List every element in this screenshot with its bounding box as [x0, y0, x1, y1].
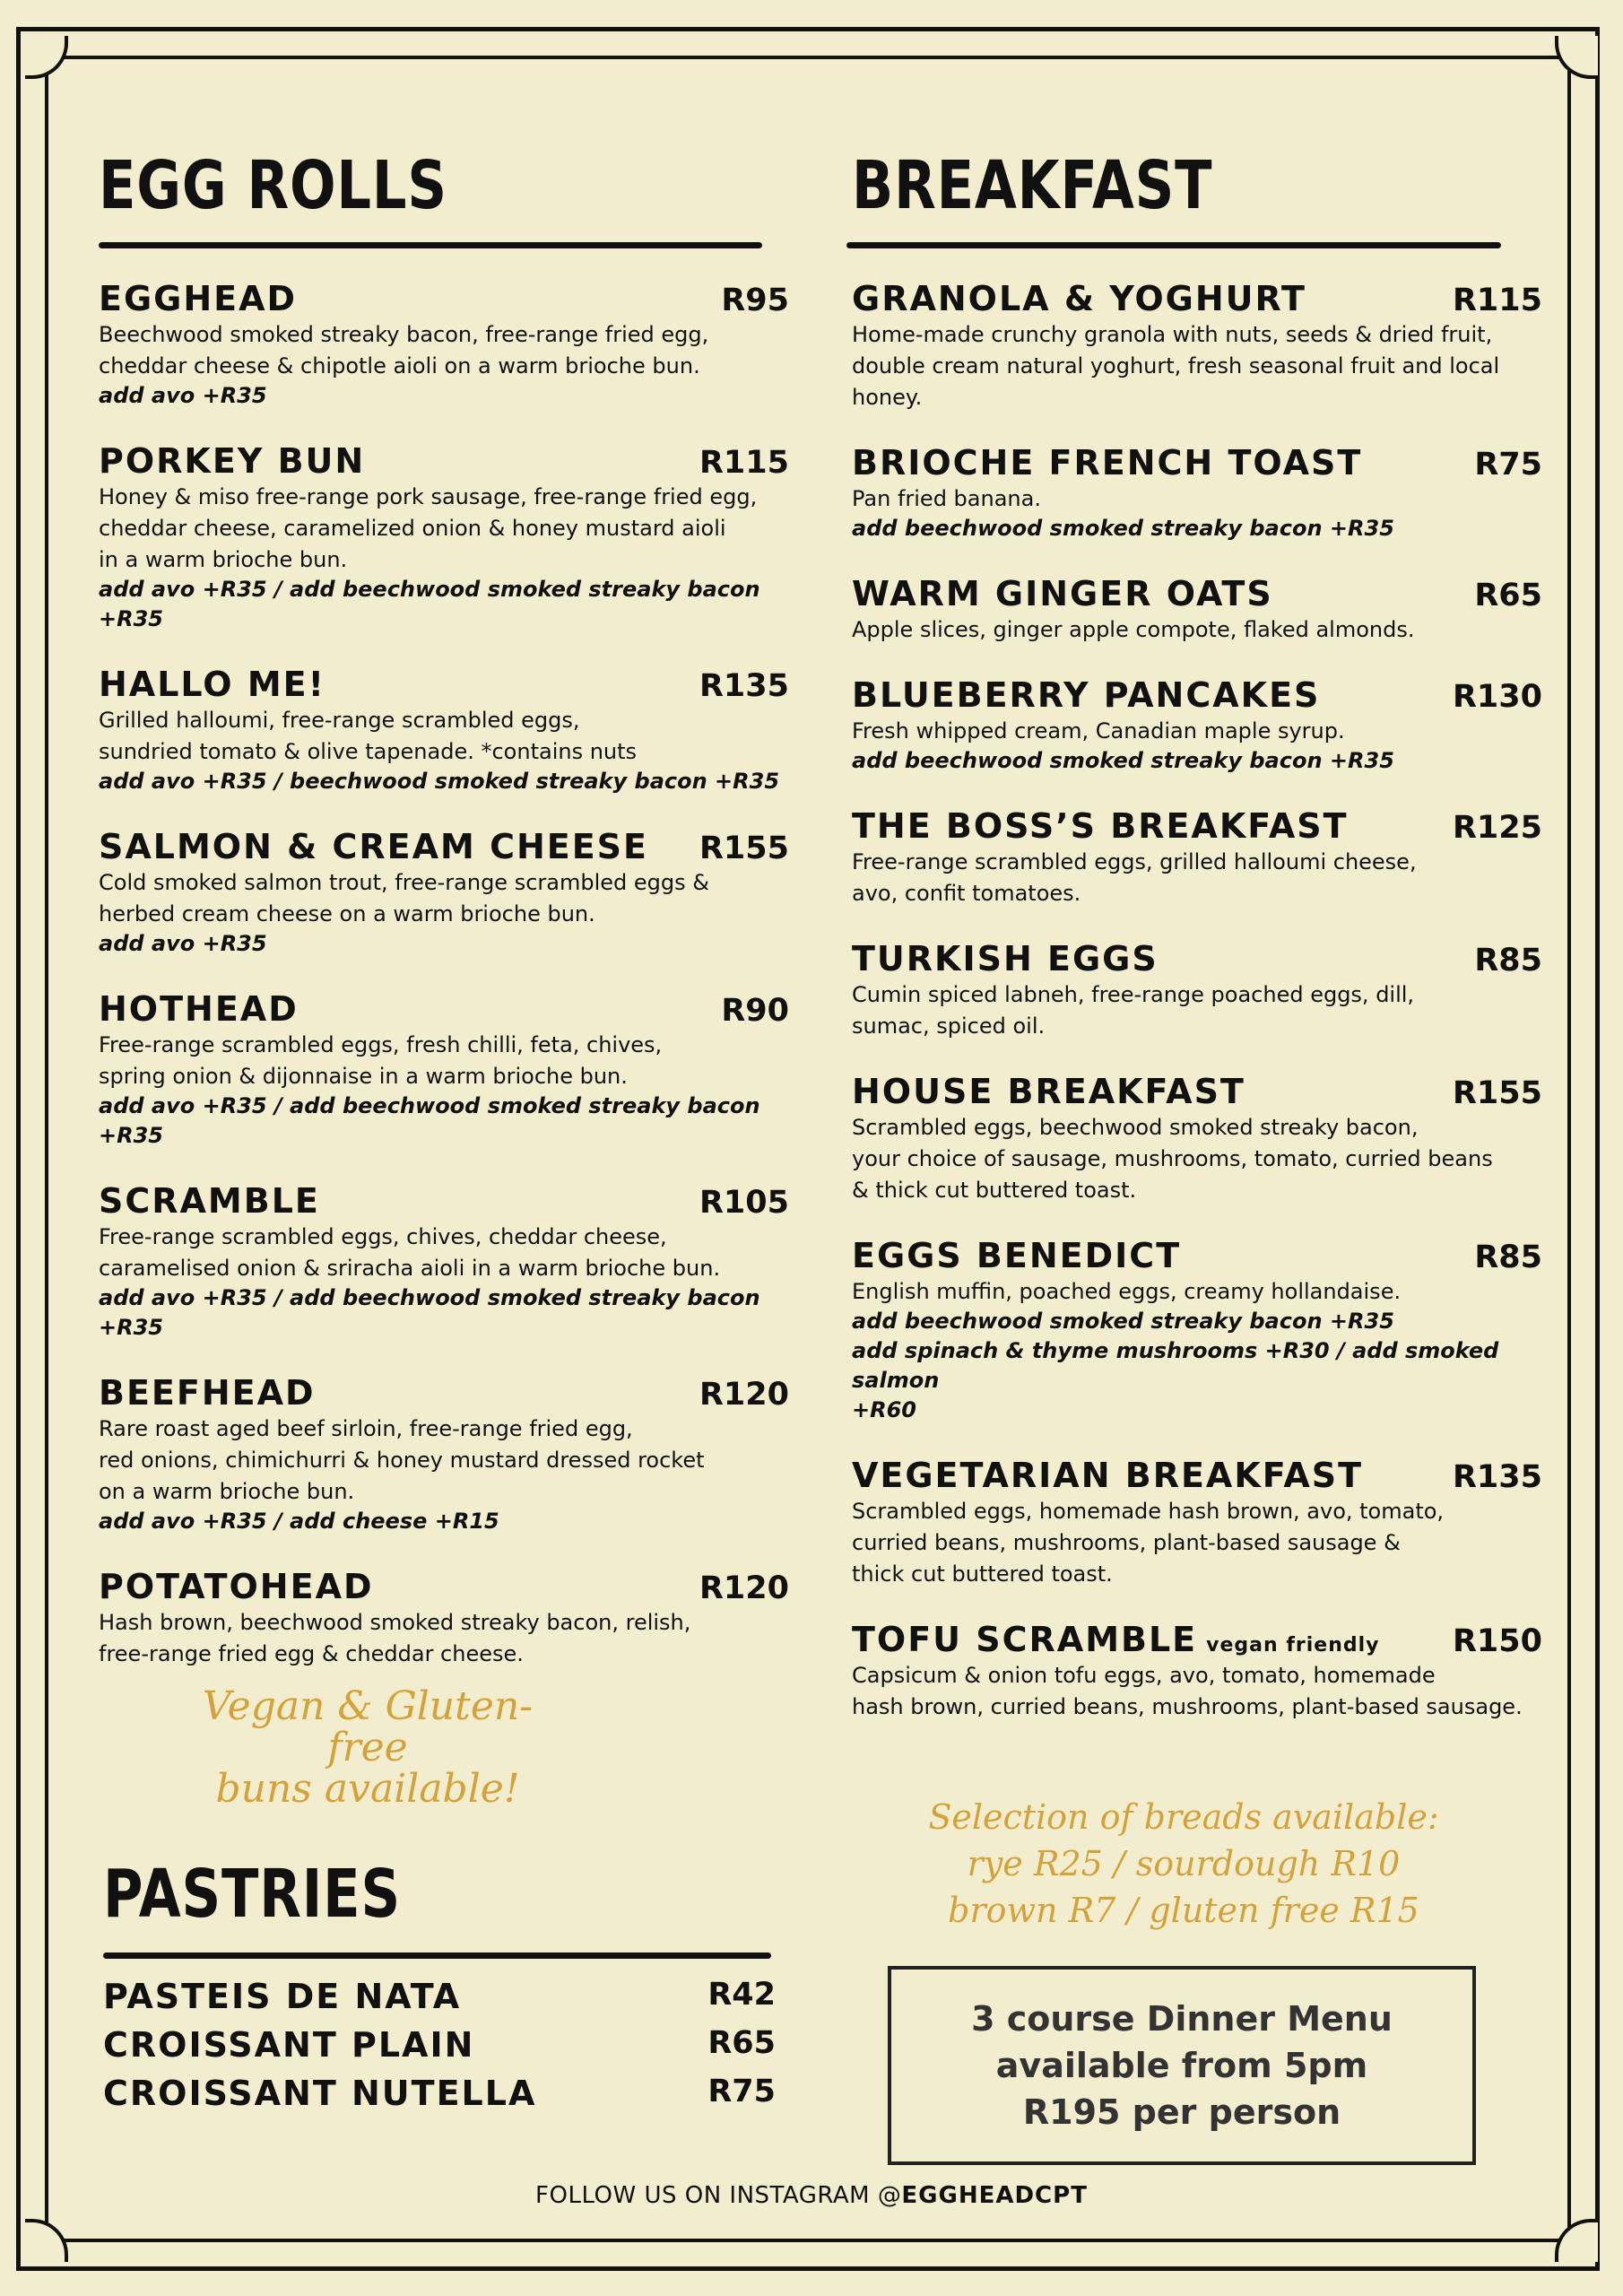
item-price: R130 — [1452, 679, 1542, 715]
item-description: Scrambled eggs, beechwood smoked streaky bacon, — [852, 1115, 1419, 1140]
menu-item — [852, 1456, 1542, 1589]
item-price: R85 — [1474, 1239, 1542, 1275]
item-name-wrap — [852, 279, 1306, 318]
instagram-handle: EGGHEADCPT — [901, 2182, 1088, 2209]
item-header — [99, 665, 789, 704]
item-price: R105 — [699, 1185, 789, 1221]
item-name-wrap — [852, 1236, 1181, 1275]
section-divider — [846, 242, 1501, 248]
menu-item — [852, 806, 1542, 909]
item-price: R90 — [721, 993, 789, 1029]
item-name-wrap — [852, 1456, 1363, 1495]
item-price: R125 — [1452, 810, 1542, 846]
item-header — [99, 1181, 789, 1221]
item-name-wrap — [852, 1620, 1380, 1659]
item-description: cheddar cheese & chipotle aioli on a warm brioche bun. — [99, 353, 700, 378]
item-name: EGGHEAD — [99, 279, 298, 318]
item-price: R135 — [1452, 1459, 1542, 1495]
item-price: R95 — [721, 283, 789, 318]
item-name-wrap — [99, 1373, 316, 1413]
menu-item — [852, 574, 1542, 645]
breads-note — [915, 1794, 1453, 1934]
menu-item — [852, 1620, 1542, 1722]
breakfast-section — [852, 144, 1542, 1722]
item-description: Home-made crunchy granola with nuts, seeds & dried fruit, — [852, 322, 1493, 347]
item-name: BEEFHEAD — [99, 1373, 316, 1413]
menu-list — [103, 1977, 776, 2113]
section-title: BREAKFAST — [852, 147, 1213, 224]
item-addon: add beechwood smoked streaky bacon +R35 — [852, 1309, 1394, 1334]
item-description: spring onion & dijonnaise in a warm brioche bun. — [99, 1064, 628, 1089]
item-name-wrap — [99, 989, 299, 1029]
footer-text: FOLLOW US ON INSTAGRAM @ — [535, 2182, 902, 2209]
item-addon: add beechwood smoked streaky bacon +R35 — [852, 516, 1394, 541]
dinner-line: R195 per person — [1022, 2092, 1341, 2132]
item-header — [99, 1567, 789, 1606]
vegan-buns-note — [179, 1683, 556, 1812]
item-name: GRANOLA & YOGHURT — [852, 279, 1306, 318]
item-description: Apple slices, ginger apple compote, flaked almonds. — [852, 617, 1415, 642]
item-addon: add avo +R35 / add beechwood smoked streaky bacon +R35 — [99, 577, 760, 631]
item-price: R115 — [699, 445, 789, 481]
pastry-item — [103, 2025, 776, 2065]
item-name: EGGS BENEDICT — [852, 1236, 1182, 1275]
item-name: THE BOSS’S BREAKFAST — [852, 806, 1349, 846]
menu-item — [99, 665, 789, 796]
item-description: Fresh whipped cream, Canadian maple syrup. — [852, 718, 1345, 744]
item-description: red onions, chimichurri & honey mustard dressed rocket — [99, 1448, 705, 1473]
note-line: buns available! — [215, 1766, 520, 1812]
item-price: R155 — [1452, 1075, 1542, 1111]
item-description: your choice of sausage, mushrooms, tomato, curried beans — [852, 1146, 1493, 1171]
item-name-wrap — [99, 1181, 320, 1221]
item-addon: add spinach & thyme mushrooms +R30 / add smoked salmon — [852, 1338, 1499, 1393]
item-name: CROISSANT NUTELLA — [103, 2074, 537, 2113]
menu-item — [99, 441, 789, 634]
item-addon: add avo +R35 / add beechwood smoked streaky bacon +R35 — [99, 1285, 760, 1340]
item-name: SCRAMBLE — [99, 1181, 320, 1221]
item-name: CROISSANT PLAIN — [103, 2025, 475, 2065]
item-addon: add beechwood smoked streaky bacon +R35 — [852, 748, 1394, 773]
egg-rolls-section — [99, 144, 789, 1669]
item-description: honey. — [852, 385, 923, 410]
item-description: Scrambled eggs, homemade hash brown, avo, tomato, — [852, 1499, 1445, 1524]
item-name-wrap — [852, 443, 1362, 483]
item-description: thick cut buttered toast. — [852, 1561, 1113, 1587]
menu-item — [852, 279, 1542, 413]
note-line: Vegan & Gluten-free — [202, 1683, 534, 1770]
item-description: & thick cut buttered toast. — [852, 1178, 1137, 1203]
pastries-section — [103, 1852, 776, 2113]
item-name: HALLO ME! — [99, 665, 325, 704]
item-header — [99, 279, 789, 318]
dinner-line: available from 5pm — [995, 2046, 1368, 2085]
dietary-tag: vegan friendly — [1206, 1634, 1380, 1657]
item-description: Cold smoked salmon trout, free-range scrambled eggs & — [99, 870, 709, 895]
item-description: Free-range scrambled eggs, grilled halloumi cheese, — [852, 849, 1417, 874]
item-description: curried beans, mushrooms, plant-based sausage & — [852, 1530, 1401, 1555]
item-name: POTATOHEAD — [99, 1567, 374, 1606]
item-name: BRIOCHE FRENCH TOAST — [852, 443, 1363, 483]
item-description: Capsicum & onion tofu eggs, avo, tomato, homemade — [852, 1663, 1436, 1688]
item-description: Pan fried banana. — [852, 486, 1041, 511]
item-description: free-range fried egg & cheddar cheese. — [99, 1641, 524, 1666]
item-name-wrap — [852, 939, 1159, 978]
item-description: Free-range scrambled eggs, fresh chilli, feta, chives, — [99, 1032, 663, 1057]
item-header — [852, 443, 1542, 483]
item-price: R155 — [699, 831, 789, 866]
pastry-item — [103, 1977, 776, 2016]
item-header — [852, 1456, 1542, 1495]
item-addon: add avo +R35 — [99, 931, 267, 956]
item-header — [852, 806, 1542, 846]
item-name: WARM GINGER OATS — [852, 574, 1273, 613]
item-description: Cumin spiced labneh, free-range poached eggs, dill, — [852, 982, 1415, 1007]
item-name: VEGETARIAN BREAKFAST — [852, 1456, 1364, 1495]
menu-item — [99, 827, 789, 959]
note-line: Selection of breads available: — [928, 1797, 1439, 1837]
menu-item — [99, 1181, 789, 1343]
item-name-wrap — [99, 279, 297, 318]
item-header — [852, 1236, 1542, 1275]
item-addon: add avo +R35 — [99, 383, 267, 408]
item-price: R75 — [707, 2074, 776, 2109]
item-header — [852, 675, 1542, 715]
menu-item — [99, 279, 789, 411]
item-addon: add avo +R35 / beechwood smoked streaky bacon +R35 — [99, 769, 780, 794]
section-divider — [103, 1952, 771, 1959]
menu-item — [99, 1373, 789, 1536]
item-header — [99, 441, 789, 481]
item-description: Rare roast aged beef sirloin, free-range fried egg, — [99, 1416, 633, 1441]
item-name-wrap — [852, 675, 1320, 715]
item-header — [99, 989, 789, 1029]
section-title: PASTRIES — [103, 1856, 401, 1933]
item-description: herbed cream cheese on a warm brioche bun. — [99, 901, 595, 926]
item-name: HOUSE BREAKFAST — [852, 1072, 1245, 1111]
instagram-footer — [0, 2182, 1623, 2209]
item-description: on a warm brioche bun. — [99, 1479, 355, 1504]
item-price: R115 — [1452, 283, 1542, 318]
item-description: sundried tomato & olive tapenade. *contains nuts — [99, 739, 638, 764]
item-description: avo, confit tomatoes. — [852, 881, 1081, 906]
item-name: TOFU SCRAMBLE — [852, 1620, 1198, 1659]
item-name: HOTHEAD — [99, 989, 299, 1029]
item-description: hash brown, curried beans, mushrooms, plant-based sausage. — [852, 1694, 1523, 1719]
menu-list — [852, 279, 1542, 1722]
item-header — [852, 1072, 1542, 1111]
section-divider — [99, 242, 762, 248]
item-price: R75 — [1474, 447, 1542, 483]
menu-list — [99, 279, 789, 1669]
item-name: BLUEBERRY PANCAKES — [852, 675, 1321, 715]
dinner-line: 3 course Dinner Menu — [971, 1999, 1393, 2039]
item-price: R120 — [699, 1570, 789, 1606]
item-header — [852, 574, 1542, 613]
item-addon: add avo +R35 / add cheese +R15 — [99, 1509, 499, 1534]
item-description: cheddar cheese, caramelized onion & honey mustard aioli — [99, 516, 726, 541]
item-description: caramelised onion & sriracha aioli in a warm brioche bun. — [99, 1256, 721, 1281]
item-description: English muffin, poached eggs, creamy hollandaise. — [852, 1279, 1402, 1304]
item-price: R135 — [699, 668, 789, 704]
item-price: R65 — [707, 2025, 776, 2061]
item-header — [852, 1620, 1542, 1659]
note-line: brown R7 / gluten free R15 — [948, 1891, 1419, 1930]
menu-item — [852, 1072, 1542, 1205]
item-name-wrap — [852, 574, 1273, 613]
item-description: Free-range scrambled eggs, chives, cheddar cheese, — [99, 1224, 667, 1249]
item-description: double cream natural yoghurt, fresh seasonal fruit and local — [852, 353, 1500, 378]
item-price: R150 — [1452, 1623, 1542, 1659]
item-price: R85 — [1474, 943, 1542, 978]
item-description: sumac, spiced oil. — [852, 1013, 1046, 1039]
menu-item — [852, 1236, 1542, 1425]
item-name: PASTEIS DE NATA — [103, 1977, 462, 2016]
item-header — [852, 939, 1542, 978]
item-description: Grilled halloumi, free-range scrambled eggs, — [99, 708, 580, 733]
note-line: rye R25 / sourdough R10 — [967, 1844, 1401, 1883]
item-header — [99, 827, 789, 866]
menu-item — [852, 939, 1542, 1041]
item-name-wrap — [99, 827, 648, 866]
item-name: TURKISH EGGS — [852, 939, 1159, 978]
item-header — [852, 279, 1542, 318]
item-name-wrap — [99, 1567, 374, 1606]
menu-item — [852, 675, 1542, 776]
menu-item — [852, 443, 1542, 544]
section-title: EGG ROLLS — [99, 147, 447, 224]
item-name: SALMON & CREAM CHEESE — [99, 827, 649, 866]
menu-item — [99, 989, 789, 1151]
item-name-wrap — [852, 1072, 1245, 1111]
item-name-wrap — [99, 441, 365, 481]
item-name-wrap — [99, 665, 325, 704]
item-addon: +R60 — [852, 1397, 916, 1422]
item-description: Hash brown, beechwood smoked streaky bacon, relish, — [99, 1610, 691, 1635]
item-description: in a warm brioche bun. — [99, 547, 348, 572]
item-description: Beechwood smoked streaky bacon, free-range fried egg, — [99, 322, 709, 347]
dinner-menu-box — [888, 1966, 1476, 2165]
item-description: Honey & miso free-range pork sausage, free-range fried egg, — [99, 484, 758, 509]
pastry-item — [103, 2074, 776, 2113]
item-price: R120 — [699, 1377, 789, 1413]
menu-item — [99, 1567, 789, 1669]
item-price: R65 — [1474, 578, 1542, 613]
item-header — [99, 1373, 789, 1413]
item-addon: add avo +R35 / add beechwood smoked streaky bacon +R35 — [99, 1093, 760, 1148]
item-name-wrap — [852, 806, 1349, 846]
item-price: R42 — [707, 1977, 776, 2013]
item-name: PORKEY BUN — [99, 441, 366, 481]
